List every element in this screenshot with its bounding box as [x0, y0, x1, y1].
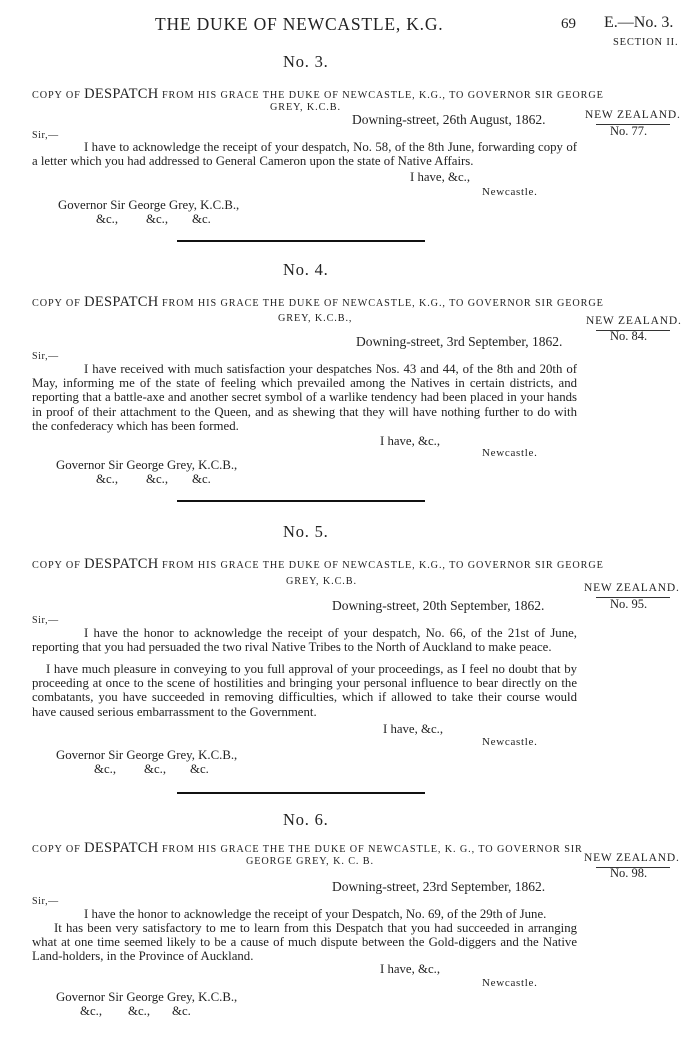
despatch-paragraph: I have the honor to acknowledge the receipt of your Despatch, No. 69, of the 29th of June.: [84, 907, 547, 921]
despatch-heading: [32, 556, 604, 573]
signature: Newcastle.: [482, 186, 538, 198]
addressee: Governor Sir George Grey, K.C.B.,: [58, 198, 240, 212]
etc-2: &c.,: [144, 762, 167, 776]
heading-from-to: FROM HIS GRACE THE DUKE OF NEWCASTLE, K.G., TO GOVERNOR SIR GEORGE: [161, 560, 604, 571]
signature: Newcastle.: [482, 447, 538, 459]
section-divider: [177, 500, 425, 502]
heading-copy-of: COPY OF: [32, 560, 81, 571]
heading-addressee-line: GEORGE GREY, K. C. B.: [246, 856, 374, 867]
heading-copy-of: COPY OF: [32, 298, 81, 309]
heading-from-to: FROM HIS GRACE THE DUKE OF NEWCASTLE, K.G., TO GOVERNOR SIR GEORGE: [161, 298, 604, 309]
heading-despatch-word: DESPATCH: [84, 294, 159, 310]
heading-copy-of: COPY OF: [32, 90, 81, 101]
margin-number: No. 77.: [610, 124, 648, 138]
heading-from-to: FROM HIS GRACE THE THE DUKE OF NEWCASTLE, K. G., TO GOVERNOR SIR: [161, 844, 583, 855]
page-number: 69: [561, 16, 576, 32]
salutation-text: Sir,—: [32, 130, 59, 141]
etc-3: &c.: [192, 212, 211, 226]
margin-number: No. 95.: [610, 597, 648, 611]
heading-addressee-line: GREY, K.C.B.: [286, 576, 357, 587]
despatch-number: No. 5.: [283, 522, 329, 541]
salutation: [32, 893, 59, 908]
margin-number: No. 84.: [610, 329, 648, 343]
heading-despatch-word: DESPATCH: [84, 86, 159, 102]
etc-1: &c.,: [96, 212, 119, 226]
closing: I have, &c.,: [380, 434, 441, 448]
despatch-paragraph: I have received with much satisfaction your despatches Nos. 43 and 44, of the 8th and 20th of May, informing me of the state of feeling which prevailed among the Natives in certain districts, and reporting that a battle-axe and another secret symbol of a warlike tendency had been placed in your hands in proof of their attachment to the Queen, and as shewing that they will have nothing further to do with the confederacy which has been formed.: [32, 362, 577, 433]
margin-region: NEW ZEALAND.: [584, 582, 680, 594]
salutation: [32, 348, 59, 363]
dateline: Downing-street, 26th August, 1862.: [352, 112, 546, 127]
addressee: Governor Sir George Grey, K.C.B.,: [56, 990, 238, 1004]
signature: Newcastle.: [482, 736, 538, 748]
etc-1: &c.,: [94, 762, 117, 776]
despatch-number: No. 4.: [283, 260, 329, 279]
heading-despatch-word: DESPATCH: [84, 556, 159, 572]
section-divider: [177, 240, 425, 242]
heading-addressee-line: GREY, K.C.B.: [270, 102, 341, 113]
margin-number: No. 98.: [610, 866, 648, 880]
addressee: Governor Sir George Grey, K.C.B.,: [56, 458, 238, 472]
heading-addressee-line: GREY, K.C.B.,: [278, 313, 353, 324]
etc-3: &c.: [190, 762, 209, 776]
despatch-paragraph: It has been very satisfactory to me to learn from this Despatch that you had succeeded in arranging what at one time seemed likely to be a cause of much dispute between the Gold-diggers and the Native Land-holders, in the Province of Auckland.: [32, 921, 577, 964]
etc-2: &c.,: [146, 212, 169, 226]
salutation-text: Sir,—: [32, 615, 59, 626]
heading-despatch-word: DESPATCH: [84, 840, 159, 856]
closing: I have, &c.,: [380, 962, 441, 976]
despatch-heading: [32, 86, 604, 103]
despatch-heading: [32, 840, 583, 857]
dateline: Downing-street, 3rd September, 1862.: [356, 334, 563, 349]
signature: Newcastle.: [482, 977, 538, 989]
despatch-number: No. 3.: [283, 52, 329, 71]
etc-2: &c.,: [128, 1004, 151, 1018]
despatch-paragraph: I have the honor to acknowledge the receipt of your despatch, No. 66, of the 21st of June, reporting that you had persuaded the two rival Native Tribes to the North of Auckland to make peace.: [32, 626, 577, 655]
margin-region: NEW ZEALAND.: [586, 315, 682, 327]
salutation: [32, 612, 59, 627]
section-divider: [177, 792, 425, 794]
etc-1: &c.,: [80, 1004, 103, 1018]
section-label: SECTION II.: [613, 37, 679, 48]
closing: I have, &c.,: [383, 722, 444, 736]
etc-2: &c.,: [146, 472, 169, 486]
despatch-number: No. 6.: [283, 810, 329, 829]
salutation-text: Sir,—: [32, 351, 59, 362]
paper-reference: E.—No. 3.: [604, 14, 674, 31]
closing: I have, &c.,: [410, 170, 471, 184]
margin-region: NEW ZEALAND.: [585, 109, 681, 121]
despatch-paragraph: I have to acknowledge the receipt of your despatch, No. 58, of the 8th June, forwarding copy of a letter which you had addressed to General Cameron upon the state of Native Affairs.: [32, 140, 577, 169]
salutation-text: Sir,—: [32, 896, 59, 907]
despatch-paragraph: I have much pleasure in conveying to you full approval of your proceedings, as I feel no doubt that by proceeding at once to the scene of hostilities and bringing your personal influence to bear directly on the combatants, you have succeeded in removing difficulties, which if allowed to take their course would have caused serious embarrassment to the Government.: [32, 662, 577, 719]
dateline: Downing-street, 20th September, 1862.: [332, 598, 545, 613]
heading-from-to: FROM HIS GRACE THE DUKE OF NEWCASTLE, K.G., TO GOVERNOR SIR GEORGE: [161, 90, 604, 101]
etc-3: &c.: [172, 1004, 191, 1018]
etc-1: &c.,: [96, 472, 119, 486]
despatch-heading: [32, 294, 604, 311]
running-title: THE DUKE OF NEWCASTLE, K.G.: [155, 14, 444, 34]
dateline: Downing-street, 23rd September, 1862.: [332, 879, 546, 894]
addressee: Governor Sir George Grey, K.C.B.,: [56, 748, 238, 762]
margin-region: NEW ZEALAND.: [584, 852, 680, 864]
heading-copy-of: COPY OF: [32, 844, 81, 855]
etc-3: &c.: [192, 472, 211, 486]
